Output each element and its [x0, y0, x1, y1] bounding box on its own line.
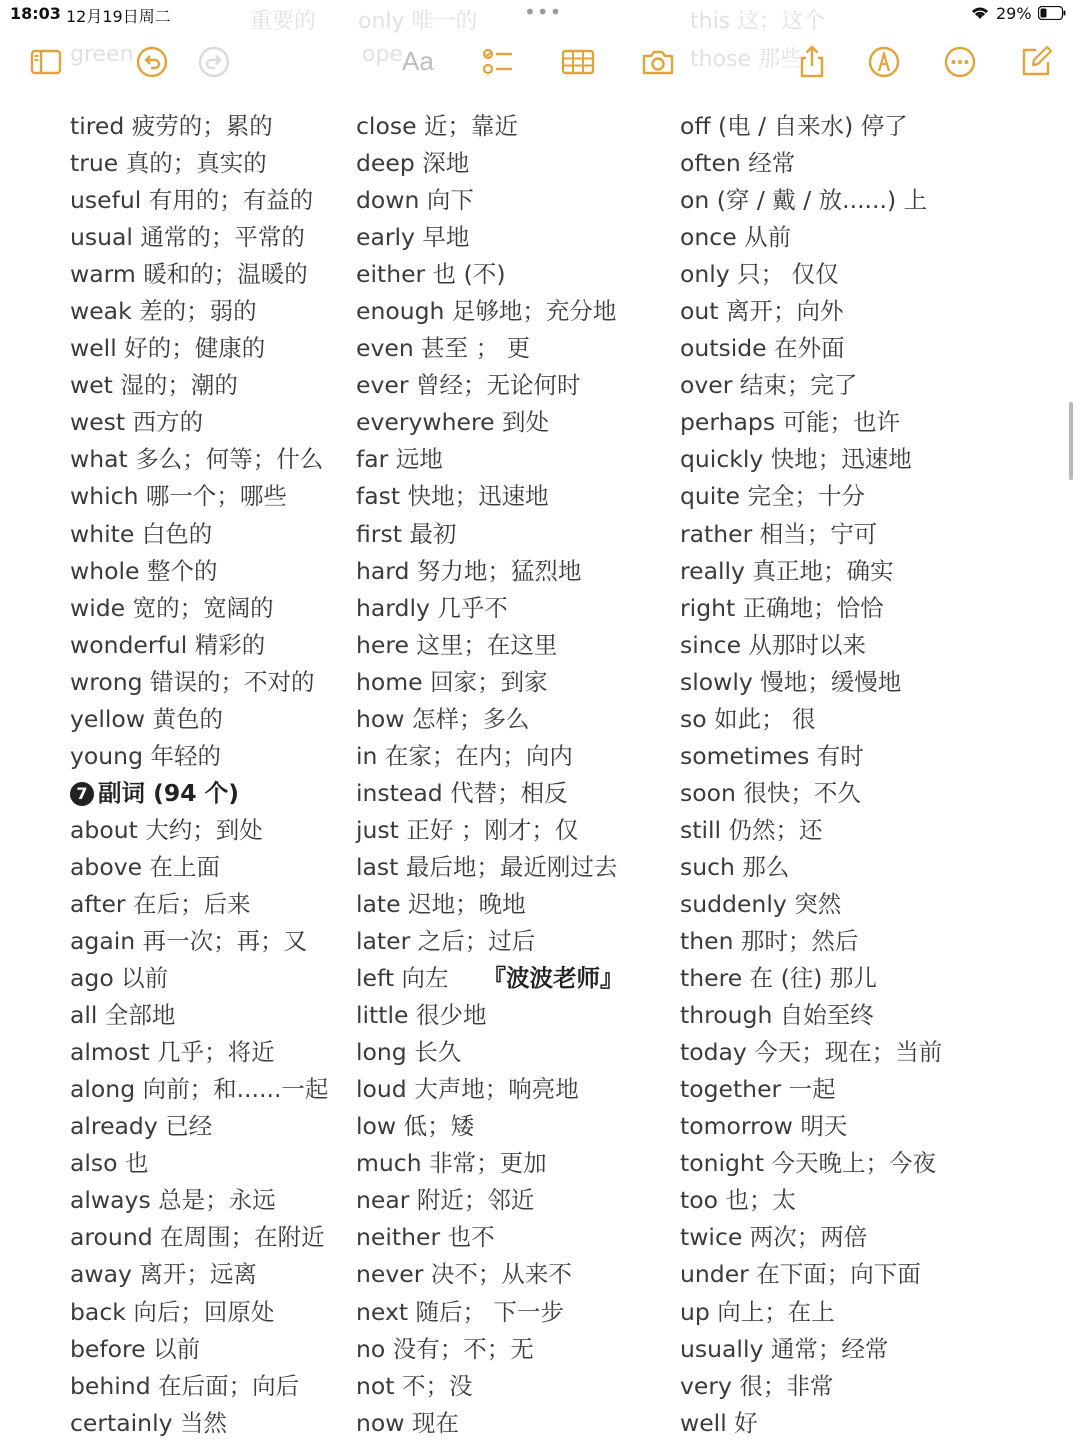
vocab-line: sometimes 有时	[680, 741, 864, 770]
vocab-line: warm 暖和的；温暖的	[70, 260, 308, 289]
vocab-line: here 这里；在这里	[356, 630, 558, 659]
redo-icon	[196, 44, 232, 80]
vocab-line: far 远地	[356, 445, 443, 474]
section-heading	[70, 775, 390, 812]
vocab-line: instead 代替；相反	[356, 778, 568, 807]
ghost-text: ope	[362, 42, 403, 67]
vocab-line: outside 在外面	[680, 334, 845, 363]
vocab-line: out 离开；向外	[680, 297, 844, 326]
vocab-column-2	[356, 108, 676, 1442]
vocab-line: around 在周围；在附近	[70, 1223, 325, 1252]
vocab-line: no 没有；不；无	[356, 1334, 534, 1363]
vocab-line: hard 努力地；猛烈地	[356, 556, 582, 585]
vocab-line: right 正确地；恰恰	[680, 593, 884, 622]
vocab-line: whole 整个的	[70, 556, 218, 585]
vocab-line: after 在后；后来	[70, 889, 251, 918]
vocab-line: even 甚至 ； 更	[356, 334, 531, 363]
compose-icon	[1018, 44, 1054, 80]
vocab-line: too 也；太	[680, 1186, 796, 1215]
vocab-line: next 随后； 下一步	[356, 1297, 565, 1326]
vocab-line: under 在下面；向下面	[680, 1260, 921, 1289]
vocab-line: above 在上面	[70, 852, 221, 881]
undo-icon	[134, 44, 170, 80]
camera-icon	[640, 44, 676, 80]
share-icon	[794, 44, 830, 80]
vocab-line: weak 差的；弱的	[70, 297, 257, 326]
checklist-icon	[480, 44, 516, 80]
vocab-line: suddenly 突然	[680, 889, 842, 918]
format-text-button[interactable]: Aa	[402, 46, 434, 76]
compose-button[interactable]	[1016, 42, 1056, 82]
status-bar	[0, 0, 1080, 30]
vocab-line: really 真正地；确实	[680, 556, 894, 585]
ghost-text: green	[70, 42, 134, 67]
more-icon	[942, 44, 978, 80]
vocab-line: slowly 慢地；缓慢地	[680, 667, 902, 696]
vocab-line: soon 很快；不久	[680, 778, 861, 807]
vocab-line: low 低；矮	[356, 1112, 475, 1141]
vocab-line: neither 也不	[356, 1223, 495, 1252]
ghost-text: 重要的	[250, 9, 317, 34]
vocab-line: so 如此； 很	[680, 704, 816, 733]
notes-toolbar	[0, 32, 1080, 92]
vocab-line: usual 通常的；平常的	[70, 223, 305, 252]
redo-button[interactable]	[194, 42, 234, 82]
vocab-line: tomorrow 明天	[680, 1112, 848, 1141]
wifi-icon	[970, 5, 990, 21]
vocab-line: over 结束；完了	[680, 371, 858, 400]
vocab-line: again 再一次；再；又	[70, 927, 308, 956]
vocab-line: first 最初	[356, 519, 457, 548]
vocab-line: much 非常；更加	[356, 1149, 547, 1178]
vocab-column-3	[680, 108, 1000, 1442]
table-icon	[560, 44, 596, 80]
vocab-line	[356, 960, 676, 997]
vocab-line: what 多么；何等；什么	[70, 445, 324, 474]
vocab-line: once 从前	[680, 223, 792, 252]
vocab-line: down 向下	[356, 186, 474, 215]
sidebar-toggle-button[interactable]	[26, 42, 66, 82]
vocab-line: well 好	[680, 1408, 758, 1437]
vocab-line: today 今天；现在；当前	[680, 1038, 943, 1067]
vocab-line: not 不；没	[356, 1371, 473, 1400]
vocab-line: west 西方的	[70, 408, 204, 437]
vocab-line: everywhere 到处	[356, 408, 550, 437]
vocab-line: on (穿 / 戴 / 放......) 上	[680, 186, 928, 215]
vocab-line: in 在家；在内；向内	[356, 741, 573, 770]
markup-button[interactable]	[864, 42, 904, 82]
vocab-line: all 全部地	[70, 1001, 176, 1030]
vocab-line: still 仍然；还	[680, 815, 823, 844]
multitask-dots-icon[interactable]: •••	[524, 0, 563, 24]
undo-button[interactable]	[132, 42, 172, 82]
ghost-text: only 唯一的	[358, 9, 478, 34]
battery-icon	[1038, 6, 1066, 20]
vocab-line: last 最后地；最近刚过去	[356, 852, 618, 881]
vocab-line: off (电 / 自来水) 停了	[680, 112, 908, 140]
status-date: 12月19日周二	[66, 7, 171, 26]
vocab-line: which 哪一个；哪些	[70, 482, 287, 511]
vocab-line: ever 曾经；无论何时	[356, 371, 581, 400]
vocab-line: how 怎样；多么	[356, 704, 530, 733]
vocab-line: since 从那时以来	[680, 630, 867, 659]
author-watermark: 『波波老师』	[482, 964, 624, 993]
battery-percent: 29%	[996, 4, 1032, 23]
vocab-line: hardly 几乎不	[356, 593, 508, 622]
vocab-line: perhaps 可能；也许	[680, 408, 901, 437]
vocab-line: later 之后；过后	[356, 927, 536, 956]
vocab-line: home 回家；到家	[356, 667, 548, 696]
vocab-word: left 向左	[356, 964, 449, 993]
vocab-line: little 很少地	[356, 1001, 487, 1030]
table-button[interactable]	[558, 42, 598, 82]
vocab-line: ago 以前	[70, 964, 169, 993]
vocab-line: back 向后；回原处	[70, 1297, 275, 1326]
vocab-line: twice 两次；两倍	[680, 1223, 868, 1252]
vocab-line: wonderful 精彩的	[70, 630, 266, 659]
vocab-line: always 总是；永远	[70, 1186, 276, 1215]
vocab-line: near 附近；邻近	[356, 1186, 535, 1215]
status-time: 18:03	[10, 4, 61, 23]
vocab-line: quickly 快地；迅速地	[680, 445, 912, 474]
vocab-line: early 早地	[356, 223, 470, 252]
camera-button[interactable]	[638, 42, 678, 82]
ghost-text: those 那些	[690, 47, 803, 72]
vocab-line: wrong 错误的；不对的	[70, 667, 315, 696]
scroll-indicator[interactable]	[1069, 402, 1073, 480]
vocab-line: loud 大声地；响亮地	[356, 1075, 579, 1104]
vocab-line: often 经常	[680, 149, 796, 178]
vocab-line: true 真的；真实的	[70, 149, 267, 178]
markup-icon	[866, 44, 902, 80]
vocab-line: white 白色的	[70, 519, 213, 548]
vocab-line: only 只； 仅仅	[680, 260, 839, 289]
share-button[interactable]	[792, 42, 832, 82]
vocab-line: quite 完全；十分	[680, 482, 865, 511]
vocab-line: then 那时；然后	[680, 927, 859, 956]
vocab-line: already 已经	[70, 1112, 213, 1141]
vocab-line: up 向上；在上	[680, 1297, 835, 1326]
vocab-line: there 在 (往) 那儿	[680, 964, 877, 993]
more-button[interactable]	[940, 42, 980, 82]
vocab-line: away 离开；远离	[70, 1260, 257, 1289]
vocab-line: either 也 (不)	[356, 260, 506, 289]
vocab-line: enough 足够地；充分地	[356, 297, 617, 326]
vocab-line: also 也	[70, 1149, 149, 1178]
checklist-button[interactable]	[478, 42, 518, 82]
vocab-line: before 以前	[70, 1334, 201, 1363]
section-heading-text: 副词 (94 个)	[98, 778, 240, 807]
vocab-line: such 那么	[680, 852, 790, 881]
vocab-line: wide 宽的；宽阔的	[70, 593, 274, 622]
vocab-line: almost 几乎；将近	[70, 1038, 275, 1067]
vocab-line: usually 通常；经常	[680, 1334, 889, 1363]
vocab-line: tired 疲劳的；累的	[70, 112, 273, 140]
vocab-line: long 长久	[356, 1038, 462, 1067]
vocab-column-1	[70, 108, 390, 1442]
vocab-line: tonight 今天晚上；今夜	[680, 1149, 937, 1178]
vocab-line: well 好的；健康的	[70, 334, 266, 363]
vocab-line: useful 有用的；有益的	[70, 186, 314, 215]
vocab-line: behind 在后面；向后	[70, 1371, 300, 1400]
vocab-line: through 自始至终	[680, 1001, 874, 1030]
vocab-line: together 一起	[680, 1075, 836, 1104]
sidebar-icon	[28, 44, 64, 80]
vocab-line: rather 相当；宁可	[680, 519, 878, 548]
vocab-line: wet 湿的；潮的	[70, 371, 238, 400]
vocab-line: certainly 当然	[70, 1408, 227, 1437]
vocab-line: about 大约；到处	[70, 815, 263, 844]
vocab-line: young 年轻的	[70, 741, 221, 770]
vocab-line: deep 深地	[356, 149, 470, 178]
vocab-line: never 决不；从来不	[356, 1260, 572, 1289]
ghost-text: this 这；这个	[690, 9, 826, 34]
vocab-line: just 正好 ；刚才；仅	[356, 815, 579, 844]
vocab-line: very 很；非常	[680, 1371, 834, 1400]
vocab-line: late 迟地；晚地	[356, 889, 526, 918]
vocab-line: close 近；靠近	[356, 112, 518, 140]
vocab-line: fast 快地；迅速地	[356, 482, 549, 511]
vocab-line: along 向前；和......一起	[70, 1075, 329, 1104]
vocab-line: now 现在	[356, 1408, 459, 1437]
vocab-line: yellow 黄色的	[70, 704, 223, 733]
section-number-badge: 7	[70, 782, 94, 806]
